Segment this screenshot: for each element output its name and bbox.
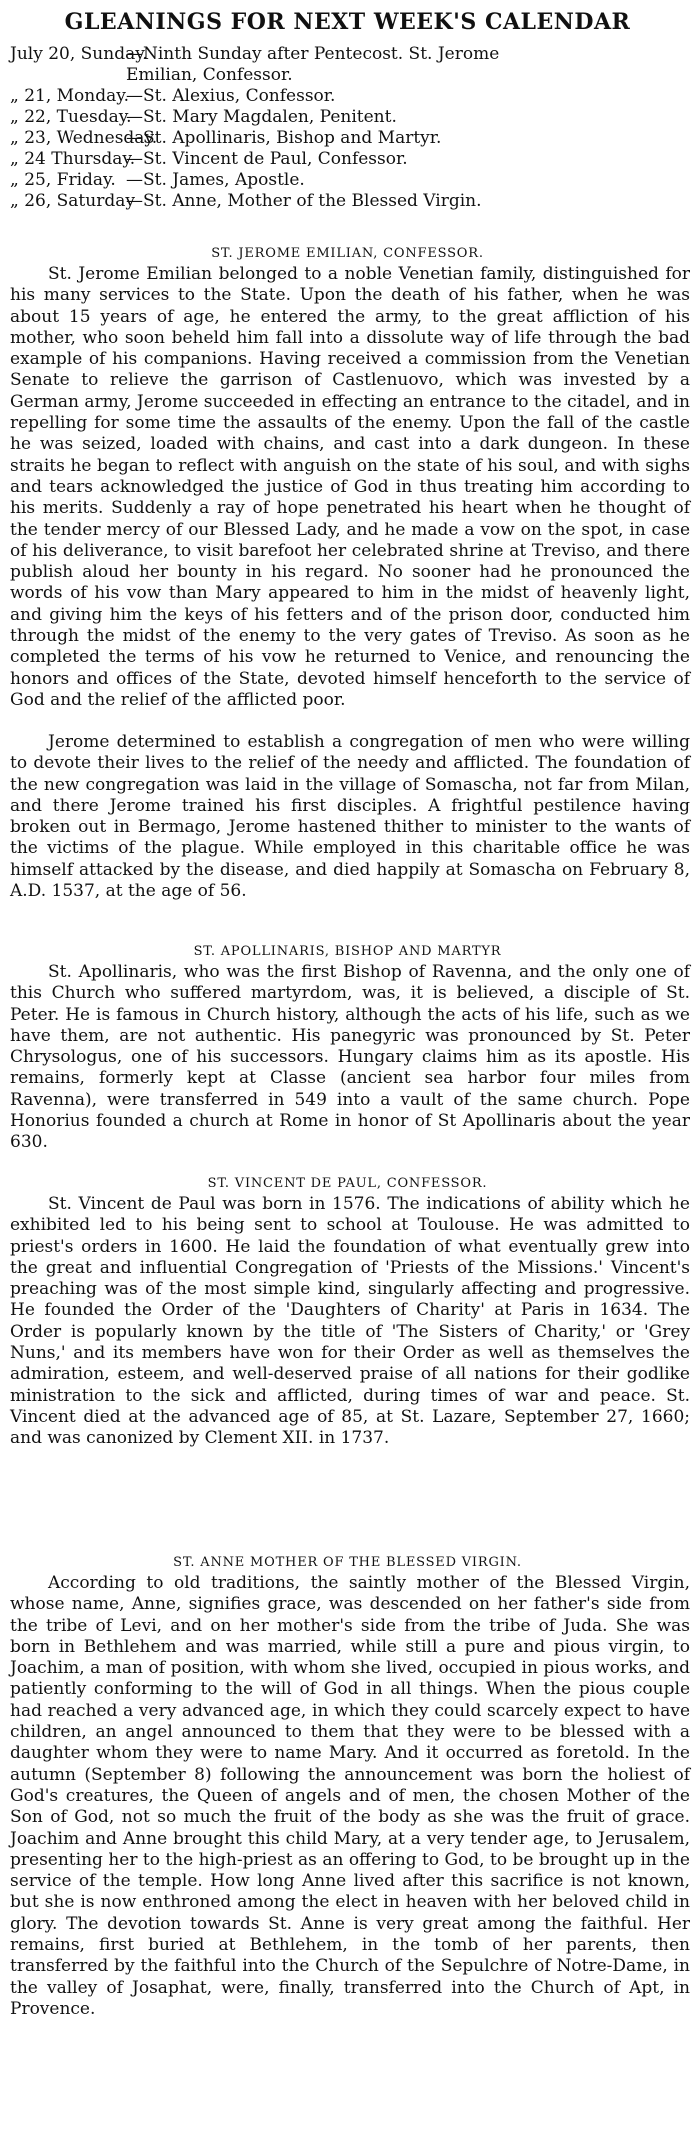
calendar-text: —Ninth Sunday after Pentecost. St. Jerome: [126, 44, 500, 64]
article-paragraph: St. Jerome Emilian belonged to a noble Venetian family, distinguished for his many services to the State. Upon the death of his father, when he was about 15 years of age, he entered the army, to the great affliction of his mother, who soon beheld him fall into a dissolute way of life through the bad example of his companions. Having received a commission from the Venetian Senate to relieve the garrison of Castlenuovo, which was invested by a German army, Jerome succeeded in effecting an entrance to the citadel, and in repelling for some time the assaults of the enemy. Upon the fall of the castle he was seized, loaded with chains, and cast into a dark dungeon. In these straits he began to reflect with anguish on the state of his soul, and with sighs and tears acknowledged the justice of God in thus treating him according to his merits. Suddenly a ray of hope penetrated his heart when he thought of the tender mercy of our Blessed Lady, and he made a vow on the spot, in case of his deliverance, to visit barefoot her celebrated shrine at Treviso, and there publish aloud her bounty in his regard. No sooner had he pronounced the words of his vow than Mary appeared to him in the midst of heavenly light, and giving him the keys of his fetters and of the prison door, conducted him through the midst of the enemy to the very gates of Treviso. As soon as he completed the terms of his vow he returned to Venice, and renouncing the honors and offices of the State, devoted himself henceforth to the service of God and the relief of the afflicted poor.: [10, 264, 690, 710]
article-paragraph: St. Vincent de Paul was born in 1576. The indications of ability which he exhibited led to his being sent to school at Toulouse. He was admitted to priest's orders in 1600. He laid the foundation of what eventually grew into the great and influential Congregation of 'Priests of the Missions.' Vincent's preaching was of the most simple kind, singularly affecting and progressive. He founded the Order of the 'Daughters of Charity' at Paris in 1634. The Order is popularly known by the title of 'The Sisters of Charity,' or 'Grey Nuns,' and its members have won for their Order as well as themselves the admiration, esteem, and well-deserved praise of all nations for their godlike ministration to the sick and afflicted, during times of war and peace. St. Vincent died at the advanced age of 85, at St. Lazare, September 27, 1660; and was canonized by Clement XII. in 1737.: [10, 1194, 690, 1449]
calendar-entry: [10, 170, 690, 191]
calendar-date: „ 26, Saturday: [10, 191, 135, 211]
calendar-entry: [10, 149, 690, 170]
calendar-date: „ 23, Wednesday.: [10, 128, 158, 148]
calendar-date: July 20, Sunday.: [10, 44, 148, 64]
calendar-entry: [10, 44, 690, 86]
section-heading: ST. APOLLINARIS, BISHOP AND MARTYR: [193, 944, 502, 959]
calendar-date: „ 21, Monday.: [10, 86, 130, 106]
calendar-date: „ 24 Thursday.: [10, 149, 136, 169]
calendar-text: —St. Vincent de Paul, Confessor.: [126, 149, 408, 169]
calendar-entry: [10, 128, 690, 149]
page-title: GLEANINGS FOR NEXT WEEK'S CALENDAR: [64, 9, 631, 35]
article-paragraph: St. Apollinaris, who was the first Bishop of Ravenna, and the only one of this Church who suffered martyrdom, was, it is believed, a disciple of St. Peter. He is famous in Church history, although the acts of his life, such as we have them, are not authentic. His panegyric was pronounced by St. Peter Chrysologus, one of his successors. Hungary claims him as its apostle. His remains, formerly kept at Classe (ancient sea harbor four miles from Ravenna), were transferred in 549 into a vault of the same church. Pope Honorius founded a church at Rome in honor of St Apollinaris about the year 630.: [10, 962, 690, 1153]
calendar-date: „ 25, Friday.: [10, 170, 116, 190]
calendar-text: —St. Anne, Mother of the Blessed Virgin.: [126, 191, 482, 211]
calendar-text: —St. Alexius, Confessor.: [126, 86, 336, 106]
calendar-text-continued: Emilian, Confessor.: [126, 65, 293, 85]
section-heading: ST. ANNE MOTHER OF THE BLESSED VIRGIN.: [173, 1555, 522, 1570]
calendar-entry: [10, 107, 690, 128]
calendar-entry: [10, 86, 690, 107]
calendar-entry: [10, 191, 690, 212]
section-heading: ST. JEROME EMILIAN, CONFESSOR.: [211, 246, 484, 261]
article-paragraph: According to old traditions, the saintly mother of the Blessed Virgin, whose name, Anne, signifies grace, was descended on her father's side from the tribe of Levi, and on her mother's side from the tribe of Juda. She was born in Bethlehem and was married, while still a pure and pious virgin, to Joachim, a man of position, with whom she lived, occupied in pious works, and patiently conforming to the will of God in all things. When the pious couple had reached a very advanced age, in which they could scarcely expect to have children, an angel announced to them that they were to be blessed with a daughter whom they were to name Mary. And it occurred as foretold. In the autumn (September 8) following the announcement was born the holiest of God's creatures, the Queen of angels and of men, the chosen Mother of the Son of God, not so much the fruit of the body as she was the fruit of grace. Joachim and Anne brought this child Mary, at a very tender age, to Jerusalem, presenting her to the high-priest as an offering to God, to be brought up in the service of the temple. How long Anne lived after this sacrifice is not known, but she is now enthroned among the elect in heaven with her beloved child in glory. The devotion towards St. Anne is very great among the faithful. Her remains, first buried at Bethlehem, in the tomb of her parents, then transferred by the faithful into the Church of the Sepulchre of Notre-Dame, in the valley of Josaphat, were, finally, transferred into the Church of Apt, in Provence.: [10, 1573, 690, 2019]
calendar-text: —St. Apollinaris, Bishop and Martyr.: [126, 128, 442, 148]
calendar-text: —St. Mary Magdalen, Penitent.: [126, 107, 397, 127]
section-heading: ST. VINCENT DE PAUL, CONFESSOR.: [207, 1176, 488, 1191]
calendar-text: —St. James, Apostle.: [126, 170, 305, 190]
article-paragraph: Jerome determined to establish a congregation of men who were willing to devote their lives to the relief of the needy and afflicted. The foundation of the new congregation was laid in the village of Somascha, not far from Milan, and there Jerome trained his first disciples. A frightful pestilence having broken out in Bermago, Jerome hastened thither to minister to the wants of the victims of the plague. While employed in this charitable office he was himself attacked by the disease, and died happily at Somascha on February 8, A.D. 1537, at the age of 56.: [10, 732, 690, 902]
calendar-date: „ 22, Tuesday.: [10, 107, 132, 127]
